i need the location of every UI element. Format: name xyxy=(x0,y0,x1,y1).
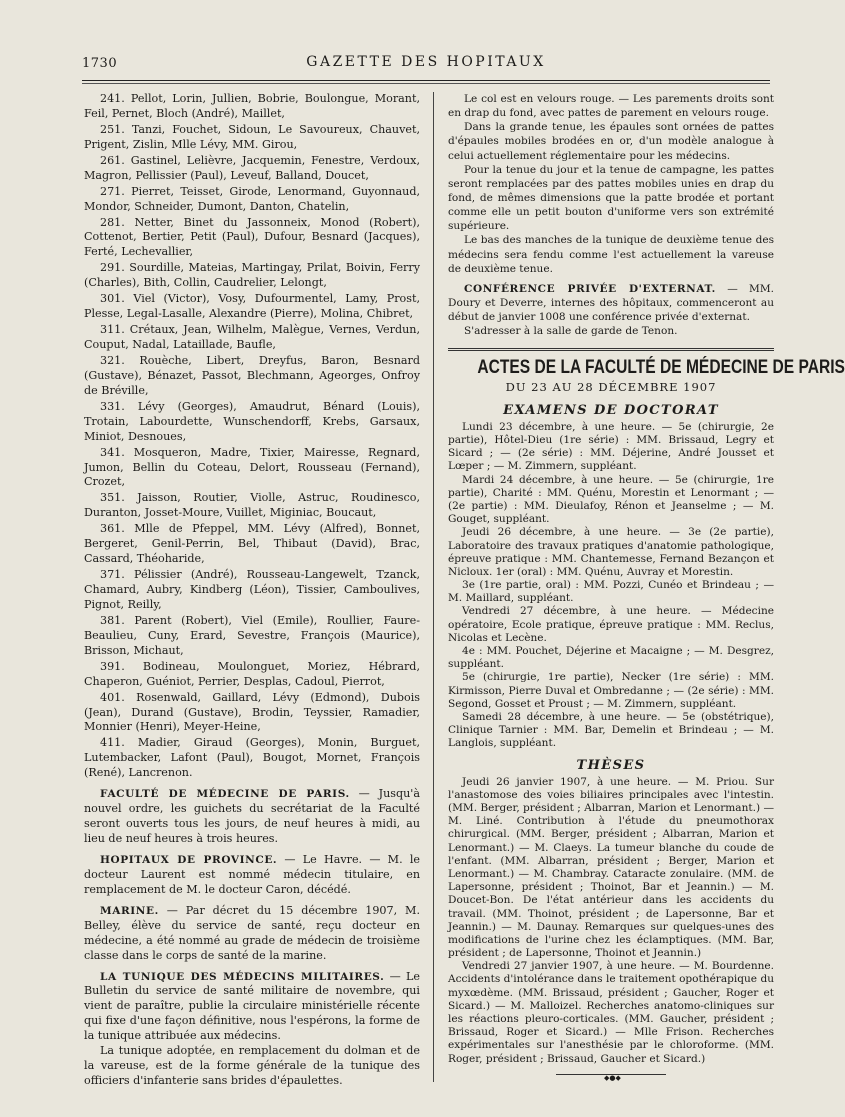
left-column xyxy=(84,92,420,1089)
exam-entry: Samedi 28 décembre, à une heure. — 5e (obstétrique), Clinique Tarnier : MM. Bar, Demelin et Brindeau ; — M. Langlois, suppléant. xyxy=(448,710,774,750)
list-item: 271. Pierret, Teisset, Girode, Lenormand, Guyonnaud, Mondor, Schneider, Dumont, Danton, Chatelin, xyxy=(84,184,420,213)
theses-heading: THÈSES xyxy=(576,757,646,773)
exam-entry: 4e : MM. Pouchet, Déjerine et Macaigne ; — M. Desgrez, suppléant. xyxy=(448,645,774,671)
exam-entry: 3e (1re partie, oral) : MM. Pozzi, Cunéo et Brindeau ; — M. Maillard, suppléant. xyxy=(448,579,774,605)
list-item: 411. Madier, Giraud (Georges), Monin, Burguet, Lutembacker, Lafont (Paul), Bougot, Mornet, François (René), Lancrenon. xyxy=(84,736,420,780)
list-item: 321. Rouèche, Libert, Dreyfus, Baron, Besnard (Gustave), Bénazet, Passot, Blechmann, Ageorges, Onfroy de Bréville, xyxy=(84,353,420,397)
notice-faculte xyxy=(84,787,420,847)
article-paragraph: Le bas des manches de la tunique de deuxième tenue des médecins sera fendu comme l'est actuellement la vareuse de deuxième tenue. xyxy=(448,234,774,275)
column-divider xyxy=(433,92,434,1082)
list-item: 281. Netter, Binet du Jassonneix, Monod (Robert), Cottenot, Bertier, Petit (Paul), Dufour, Besnard (Jacques), Ferté, Lechevallier, xyxy=(84,215,420,259)
notice-text: — MM. Doury et Deverre, internes des hôpitaux, commenceront au début de janvier 1008 une conférence privée d'externat. xyxy=(448,282,774,324)
notice-text: — Le Havre. — M. le docteur Laurent est nommé médecin titulaire, en remplacement de M. le docteur Caron, décédé. xyxy=(84,852,420,896)
actes-subtitle: DU 23 AU 28 DÉCEMBRE 1907 xyxy=(505,379,717,394)
section-rule xyxy=(448,348,774,351)
list-item: 311. Crétaux, Jean, Wilhelm, Malègue, Vernes, Verdun, Couput, Nadal, Lataillade, Baufle, xyxy=(84,323,420,351)
header-rule-thin xyxy=(82,83,770,84)
list-item: 291. Sourdille, Mateias, Martingay, Prilat, Boivin, Ferry (Charles), Bith, Collin, Caudrelier, Lelongt, xyxy=(84,261,420,290)
conference-followup: S'adresser à la salle de garde de Tenon. xyxy=(464,325,678,338)
list-item: 391. Bodineau, Moulonguet, Moriez, Hébrard, Chaperon, Guéniot, Perrier, Desplas, Cadoul, Pierrot, xyxy=(84,659,420,688)
list-item: 241. Pellot, Lorin, Jullien, Bobrie, Boulongue, Morant, Feil, Pernet, Bloch (André), Maillet, xyxy=(84,92,420,120)
list-item: 371. Pélissier (André), Rousseau-Langewelt, Tzanck, Chamard, Aubry, Kindberg (Léon), Tissier, Camboulives, Pignot, Reilly, xyxy=(84,568,420,611)
exam-entry: Jeudi 26 décembre, à une heure. — 3e (2e partie), Laboratoire des travaux pratiques d'anatomie pathologique, épreuve pratique : MM. Chantemesse, Fernand Bezançon et Nicloux. 1er (oral) : MM. Quénu, Auvray et Morestin. xyxy=(448,526,774,578)
end-ornament-rule xyxy=(556,1073,666,1082)
notice-heading: HOPITAUX DE PROVINCE. xyxy=(100,853,278,866)
article-paragraph: Le col est en velours rouge. — Les parements droits sont en drap du fond, avec pattes de parement en velours rouge. xyxy=(448,93,774,120)
notice-heading: CONFÉRENCE PRIVÉE D'EXTERNAT. xyxy=(464,282,716,295)
notice-text: — Jusqu'à nouvel ordre, les guichets du secrétariat de la Faculté seront ouverts tous les jours, de neuf heures à midi, au lieu de neuf heures à trois heures. xyxy=(84,787,421,845)
list-item: 401. Rosenwald, Gaillard, Lévy (Edmond), Dubois (Jean), Durand (Gustave), Brodin, Teyssier, Ramadier, Monnier (Henri), Meyer-Heine, xyxy=(84,690,420,734)
article-paragraph: Pour la tenue du jour et la tenue de campagne, les pattes seront remplacées par des pattes mobiles unies en drap du fond, de mêmes dimensions que la patte brodée et portant comme elle un petit bouton d'uniforme vers son extrémité supérieure. xyxy=(448,163,774,233)
list-item: 301. Viel (Victor), Vosy, Dufourmentel, Lamy, Prost, Plesse, Legal-Lasalle, Alexandre (Pierre), Molina, Chibret, xyxy=(84,292,420,321)
notice-tunique xyxy=(84,970,420,1045)
exam-entry: 5e (chirurgie, 1re partie), Necker (1re série) : MM. Kirmisson, Pierre Duval et Ombredanne ; — (2e série) : MM. Segond, Gosset et Proust ; — M. Zimmern, suppléant. xyxy=(448,671,774,710)
candidate-list xyxy=(84,92,420,781)
running-title: GAZETTE DES HOPITAUX xyxy=(306,54,546,70)
article-paragraph: Dans la grande tenue, les épaules sont ornées de pattes d'épaules mobiles brodées en or, d'un modèle analogue à celui actuellement réglementaire pour les médecins. xyxy=(448,121,774,162)
list-item: 361. Mlle de Pfeppel, MM. Lévy (Alfred), Bonnet, Bergeret, Genil-Perrin, Bel, Thibaut (David), Brac, Cassard, Théoharide, xyxy=(84,522,420,566)
exam-entry: Mardi 24 décembre, à une heure. — 5e (chirurgie, 1re partie), Charité : MM. Quénu, Morestin et Lenormant ; — (2e partie) : MM. Dieulafoy, Rénon et Jeanselme ; — M. Gouget, suppléant. xyxy=(448,473,774,526)
list-item: 341. Mosqueron, Madre, Tixier, Mairesse, Regnard, Jumon, Bellin du Coteau, Delort, Rousseau (Fernand), Crozet, xyxy=(84,445,420,489)
notice-text: — Par décret du 15 décembre 1907, M. Belley, élève du service de santé, reçu docteur en médecine, a été nommé au grade de médecin de troisième classe dans le corps de santé de la marine. xyxy=(84,903,420,962)
these-entry: Jeudi 26 janvier 1907, à une heure. — M. Priou. Sur l'anastomose des voies biliaires principales avec l'intestin. (MM. Berger, président ; Albarran, Marion et Lenormant.) — M. Liné. Contribution à l'étude du pneumothorax chirurgical. (MM. Berger, président ; Albarran, Marion et Lenormant.) — M. Claeys. La tumeur blanche du coude de l'enfant. (MM. Albarran, président ; Berger, Marion et Lenormant.) — M. Chambray. Cataracte zonulaire. (MM. de Lapersonne, président ; Thoinot, Bar et Jeannin.) — M. Doucet-Bon. De l'état antérieur dans les accidents du travail. (MM. Thoinot, président ; de Lapersonne, Bar et Jeannin.) — M. Daunay. Remarques sur quelques-unes des modifications de l'urine chez les éclamptiques. (MM. Bar, président ; de Lapersonne, Thoinot et Jeannin.) xyxy=(448,775,774,960)
list-item: 381. Parent (Robert), Viel (Emile), Roullier, Faure-Beaulieu, Cuny, Erard, Sevestre, François (Maurice), Brisson, Michaut, xyxy=(84,613,420,657)
notice-marine xyxy=(84,904,420,964)
exam-entry: Lundi 23 décembre, à une heure. — 5e (chirurgie, 2e partie), Hôtel-Dieu (1re série) : MM. Brissaud, Legry et Sicard ; — (2e série) : MM. Déjerine, André Jousset et Lœper ; — M. Zimmern, suppléant. xyxy=(448,420,774,473)
actes-title: ACTES DE LA FACULTÉ DE MÉDECINE DE PARIS xyxy=(477,357,845,379)
list-item: 261. Gastinel, Lelièvre, Jacquemin, Fenestre, Verdoux, Magron, Pellissier (Paul), Leveuf, Balland, Doucet, xyxy=(84,153,420,182)
notice-text: — Le Bulletin du service de santé militaire de novembre, qui vient de paraître, publie la circulaire ministérielle récente qui fixe d'une façon définitive, nous l'espérons, la forme de la tunique attribuée aux médecins. xyxy=(84,969,420,1043)
list-item: 251. Tanzi, Fouchet, Sidoun, Le Savoureux, Chauvet, Prigent, Zislin, Mlle Lévy, MM. Girou, xyxy=(84,122,420,151)
notice-heading: MARINE. xyxy=(100,904,159,917)
list-item: 331. Lévy (Georges), Amaudrut, Bénard (Louis), Trotain, Labourdette, Wunschendorff, Krebs, Garsaux, Miniot, Desnoues, xyxy=(84,399,420,443)
tunique-continued: La tunique adoptée, en remplacement du dolman et de la vareuse, est de la forme générale de la tunique des officiers d'infanterie sans brides d'épaulettes. xyxy=(84,1044,420,1088)
right-column xyxy=(448,92,845,1082)
ornament-icon: ◆●◆ xyxy=(604,1073,621,1082)
examens-heading: EXAMENS DE DOCTORAT xyxy=(503,402,719,418)
notice-hopitaux-province xyxy=(84,853,420,898)
page-number: 1730 xyxy=(82,56,118,71)
header-rule xyxy=(82,80,770,81)
notice-heading: FACULTÉ DE MÉDECINE DE PARIS. xyxy=(100,788,350,801)
notice-conference xyxy=(448,282,774,324)
notice-heading: LA TUNIQUE DES MÉDECINS MILITAIRES. xyxy=(100,970,385,983)
these-entry: Vendredi 27 janvier 1907, à une heure. — M. Bourdenne. Accidents d'intolérance dans le traitement opothérapique du myxœdème. (MM. Brissaud, président ; Gaucher, Roger et Sicard.) — M. Malloizel. Recherches anatomo-cliniques sur les réactions pleuro-corticales. (MM. Gaucher, président ; Brissaud, Roger et Sicard.) — Mlle Frison. Recherches expérimentales sur l'anesthésie par le chloroforme. (MM. Roger, président ; Brissaud, Gaucher et Sicard.) xyxy=(448,960,774,1065)
page-header xyxy=(82,52,770,76)
exam-entry: Vendredi 27 décembre, à une heure. — Médecine opératoire, Ecole pratique, épreuve pratique : MM. Reclus, Nicolas et Lecène. xyxy=(448,605,774,644)
list-item: 351. Jaisson, Routier, Violle, Astruc, Roudinesco, Duranton, Josset-Moure, Vuillet, Miginiac, Boucaut, xyxy=(84,491,420,520)
